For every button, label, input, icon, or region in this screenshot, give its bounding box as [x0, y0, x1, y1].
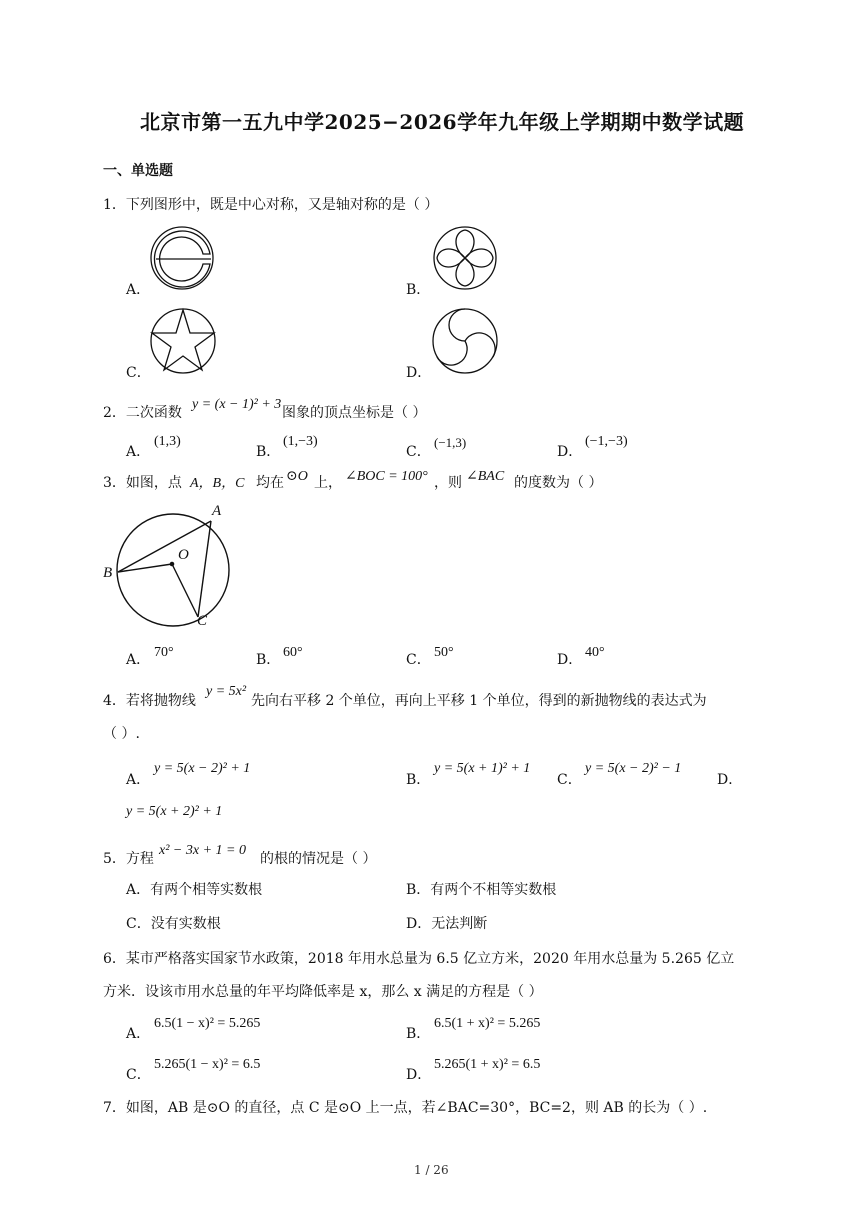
- page-title: 北京市第一五九中学2025−2026学年九年级上学期期中数学试题: [140, 110, 745, 134]
- q3-stem-mid2: 上，: [314, 475, 342, 491]
- q3-label-b: B: [103, 565, 113, 581]
- q6-option-c-label: C．: [126, 1067, 151, 1083]
- q3-stem-mid3: ，则: [434, 475, 462, 491]
- q1-stem: 1．下列图形中，既是中心对称，又是轴对称的是（ ）: [103, 197, 439, 213]
- q2-stem-pre: 2．二次函数: [103, 405, 182, 421]
- q3-option-d-label: D．: [557, 652, 583, 668]
- q1-option-d-label: D．: [406, 365, 432, 381]
- q1-figure-d-icon: [430, 306, 500, 374]
- q3-circle-symbol: ⊙O: [286, 469, 308, 484]
- q4-option-d: y = 5(x + 2)² + 1: [126, 804, 223, 819]
- q2-option-d-label: D．: [557, 444, 583, 460]
- q6-option-a: 6.5(1 − x)² = 5.265: [154, 1016, 261, 1031]
- q2-stem-post: 图象的顶点坐标是（ ）: [282, 405, 427, 421]
- q6-option-d-label: D．: [406, 1067, 432, 1083]
- q1-option-c-label: C．: [126, 365, 151, 381]
- q3-label-c: C: [197, 613, 208, 629]
- q4-option-a: y = 5(x − 2)² + 1: [154, 761, 251, 776]
- q4-option-b-label: B．: [406, 772, 431, 788]
- q1-option-a-label: A．: [126, 282, 151, 298]
- q2-option-b-label: B．: [256, 444, 281, 460]
- q3-points: A，B，C: [190, 476, 245, 491]
- q1-figure-a-icon: [148, 224, 218, 292]
- q4-option-b: y = 5(x + 1)² + 1: [434, 761, 531, 776]
- q6-line1: 6．某市严格落实国家节水政策，2018 年用水总量为 6.5 亿立方米，2020 年用水总量为 5.265 亿立: [103, 951, 735, 967]
- q4-option-c-label: C．: [557, 772, 582, 788]
- q2-option-c: (−1,3): [434, 435, 467, 450]
- q3-stem-post: 的度数为（ ）: [514, 475, 603, 491]
- q2-option-c-label: C．: [406, 444, 431, 460]
- q3-stem-pre: 3．如图，点: [103, 475, 182, 491]
- q5-stem-pre: 5．方程: [103, 851, 154, 867]
- q5-formula: x² − 3x + 1 = 0: [159, 843, 246, 858]
- q6-line2: 方米．设该市用水总量的年平均降低率是 x，那么 x 满足的方程是（ ）: [103, 984, 543, 1000]
- q3-stem-mid1: 均在: [256, 475, 284, 491]
- q2-option-d: (−1,−3): [585, 434, 628, 449]
- q3-label-o: O: [178, 547, 189, 563]
- q6-option-a-label: A．: [126, 1026, 151, 1042]
- q3-option-a-label: A．: [126, 652, 151, 668]
- q3-option-c-label: C．: [406, 652, 431, 668]
- q3-option-c: 50°: [434, 645, 454, 660]
- q2-option-b: (1,−3): [283, 434, 318, 449]
- q5-option-b: B．有两个不相等实数根: [406, 882, 557, 898]
- q4-stem-line2: （ ）.: [103, 726, 140, 742]
- q5-option-c: C．没有实数根: [126, 916, 221, 932]
- q4-option-a-label: A．: [126, 772, 151, 788]
- q2-option-a: (1,3): [154, 434, 181, 449]
- q1-figure-b-icon: [430, 224, 500, 292]
- q2-option-a-label: A．: [126, 444, 151, 460]
- q6-option-d: 5.265(1 + x)² = 6.5: [434, 1057, 541, 1072]
- q3-angle: ∠BOC = 100°: [345, 469, 428, 484]
- q3-angle-bac: ∠BAC: [466, 469, 505, 484]
- page-number: 1 / 26: [414, 1163, 449, 1177]
- q3-label-a: A: [212, 503, 222, 519]
- q3-circle-figure: [100, 500, 230, 635]
- q3-option-a: 70°: [154, 645, 174, 660]
- q3-option-b-label: B．: [256, 652, 281, 668]
- q4-option-c: y = 5(x − 2)² − 1: [585, 761, 682, 776]
- q6-option-c: 5.265(1 − x)² = 6.5: [154, 1057, 261, 1072]
- q4-stem-pre: 4．若将抛物线: [103, 693, 196, 709]
- q4-formula: y = 5x²: [206, 684, 247, 699]
- q2-formula: y = (x − 1)² + 3: [192, 397, 282, 412]
- q4-stem-post: 先向右平移 2 个单位，再向上平移 1 个单位，得到的新抛物线的表达式为: [251, 693, 707, 709]
- q5-option-d: D．无法判断: [406, 916, 488, 932]
- q4-option-d-label: D．: [717, 772, 743, 788]
- q5-stem-post: 的根的情况是（ ）: [260, 851, 377, 867]
- section-heading: 一、单选题: [103, 163, 173, 179]
- q1-figure-c-icon: [148, 306, 218, 374]
- q1-option-b-label: B．: [406, 282, 431, 298]
- q6-option-b-label: B．: [406, 1026, 431, 1042]
- q5-option-a: A．有两个相等实数根: [126, 882, 263, 898]
- q7-stem: 7．如图，AB 是⊙O 的直径，点 C 是⊙O 上一点，若∠BAC=30°，BC=2，则 AB 的长为（ ）.: [103, 1100, 708, 1116]
- q3-option-d: 40°: [585, 645, 605, 660]
- q3-option-b: 60°: [283, 645, 303, 660]
- q6-option-b: 6.5(1 + x)² = 5.265: [434, 1016, 541, 1031]
